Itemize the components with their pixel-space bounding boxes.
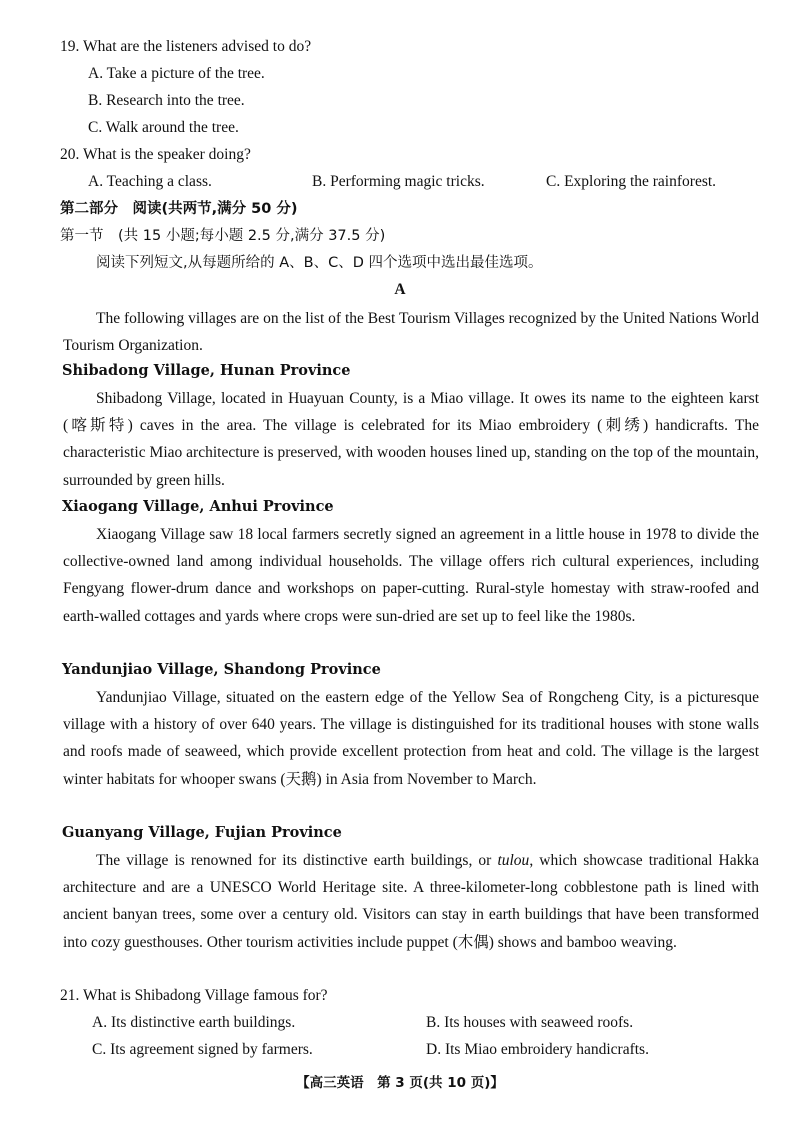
village-text-guanyang-block <box>63 847 759 956</box>
q21-option-d: D. Its Miao embroidery handicrafts. <box>426 1041 649 1058</box>
village-heading-yandunjiao: Yandunjiao Village, Shandong Province <box>62 661 381 678</box>
village-heading-shibadong: Shibadong Village, Hunan Province <box>62 362 351 379</box>
q19-option-a: A. Take a picture of the tree. <box>88 65 265 82</box>
passage-intro <box>63 305 759 359</box>
q21-option-b: B. Its houses with seaweed roofs. <box>426 1014 634 1031</box>
q20-option-a: A. Teaching a class. <box>88 173 212 190</box>
village-text-yandunjiao-block <box>63 684 759 793</box>
village-text-xiaogang-block <box>63 521 759 630</box>
reading-instruction: 阅读下列短文,从每题所给的 A、B、C、D 四个选项中选出最佳选项。 <box>96 255 543 271</box>
q20-stem: 20. What is the speaker doing? <box>60 146 251 163</box>
village-text-xiaogang: Xiaogang Village saw 18 local farmers secretly signed an agreement in a little house in 1978 to divide the collective-owned land among individual households. The village offers rich cultural experiences, including Fengyang flower-drum dance and workshops on paper-cutting. Rural-style homestay with straw-roofed and earth-walled cottages and yards where crops were sun-dried are set up to feel like the 1980s. <box>63 526 759 625</box>
q21-option-c: C. Its agreement signed by farmers. <box>92 1041 313 1058</box>
q21-stem: 21. What is Shibadong Village famous for? <box>60 987 328 1004</box>
q19-stem: 19. What are the listeners advised to do? <box>60 38 312 55</box>
q21-option-a: A. Its distinctive earth buildings. <box>92 1014 296 1031</box>
page-footer: 【高三英语 第 3 页(共 10 页)】 <box>296 1075 504 1091</box>
intro-text: The following villages are on the list of the Best Tourism Villages recognized by the United Nations World Tourism Organization. <box>63 310 759 355</box>
part2-title: 第二部分 阅读(共两节,满分 50 分) <box>60 201 298 217</box>
village-text-shibadong: Shibadong Village, located in Huayuan County, is a Miao village. It owes its name to the eighteen karst (喀斯特) caves in the area. The village is celebrated for its Miao embroidery (刺绣) handicrafts. The characteristic Miao architecture is preserved, with wooden houses lined up, standing on the top of the mountain, surrounded by green hills. <box>63 390 759 489</box>
village-heading-guanyang: Guanyang Village, Fujian Province <box>62 824 342 841</box>
q19-option-b: B. Research into the tree. <box>88 92 245 109</box>
q20-option-b: B. Performing magic tricks. <box>312 173 485 190</box>
q19-option-c: C. Walk around the tree. <box>88 119 239 136</box>
q20-option-c: C. Exploring the rainforest. <box>546 173 717 190</box>
village-heading-xiaogang: Xiaogang Village, Anhui Province <box>62 498 334 515</box>
section1-title: 第一节 (共 15 小题;每小题 2.5 分,满分 37.5 分) <box>60 228 386 244</box>
village-text-guanyang <box>63 847 759 956</box>
tulou-term: tulou <box>497 852 530 869</box>
guanyang-text-part2: , which showcase traditional Hakka architecture and are a UNESCO World Heritage site. A three-kilometer-long cobblestone path is lined with ancient banyan trees, some over a century old. Visitors can stay in earth buildings that have been transformed into cozy guesthouses. Other tourism activities include puppet (木偶) shows and bamboo weaving. <box>63 852 759 951</box>
village-text-yandunjiao: Yandunjiao Village, situated on the eastern edge of the Yellow Sea of Rongcheng City, is a picturesque village with a history of over 640 years. The village is distinguished for its traditional houses with stone walls and roofs made of seaweed, which provide excellent protection from heat and cold. The village is the largest winter habitats for whooper swans (天鹅) in Asia from November to March. <box>63 689 759 788</box>
village-text-shibadong-block <box>63 385 759 494</box>
passage-letter: A <box>394 281 406 298</box>
guanyang-text-part1: The village is renowned for its distinctive earth buildings, or <box>96 852 498 869</box>
